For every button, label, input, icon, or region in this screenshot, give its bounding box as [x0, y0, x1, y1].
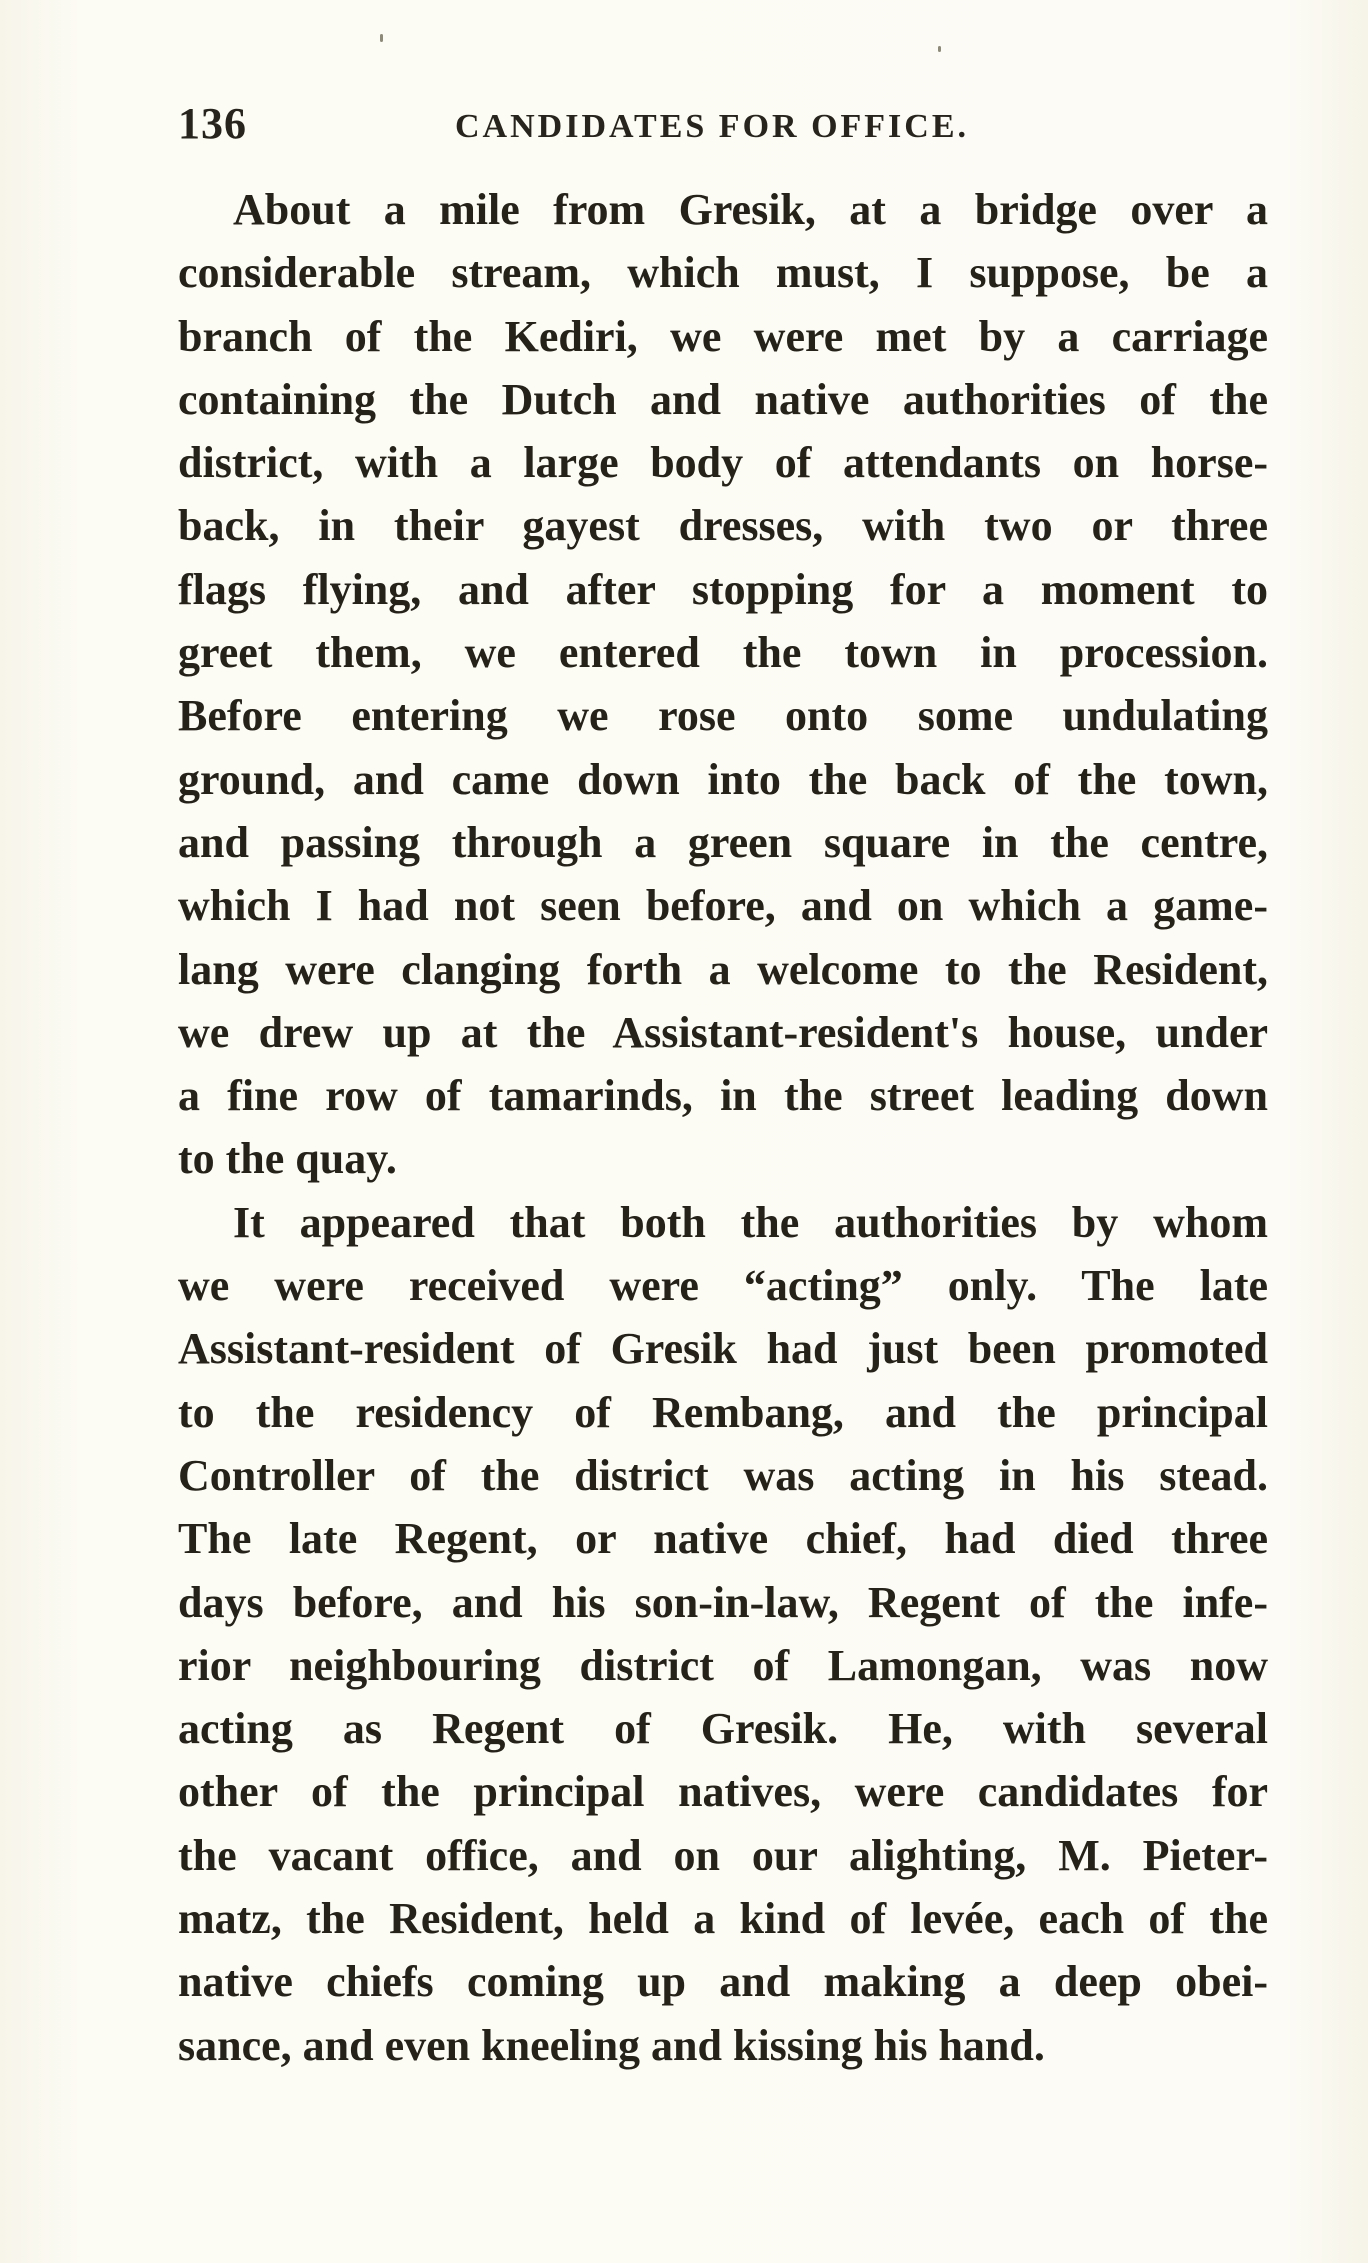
page-number: 136	[178, 99, 247, 148]
text-line: back, in their gayest dresses, with two or three	[178, 501, 1268, 551]
text-line: lang were clanging forth a welcome to the Resident,	[178, 944, 1268, 994]
text-line: we were received were “acting” only. The late	[178, 1261, 1268, 1311]
ink-speck	[380, 34, 383, 42]
text-line: we drew up at the Assistant-resident's house, under	[178, 1007, 1268, 1057]
text-line: ground, and came down into the back of the town,	[178, 754, 1268, 804]
text-line: considerable stream, which must, I suppose, be a	[178, 248, 1268, 298]
text-line: containing the Dutch and native authorities of the	[178, 374, 1268, 424]
text-line: About a mile from Gresik, at a bridge over a	[233, 185, 1268, 234]
text-line: other of the principal natives, were candidates for	[178, 1767, 1268, 1817]
text-line: the vacant office, and on our alighting, M. Pieter-	[178, 1830, 1268, 1880]
text-line: The late Regent, or native chief, had died three	[178, 1514, 1268, 1564]
text-line: and passing through a green square in the centre,	[178, 817, 1268, 867]
text-line: flags flying, and after stopping for a moment to	[178, 564, 1268, 614]
ink-speck	[938, 46, 941, 52]
text-line: a fine row of tamarinds, in the street leading down	[178, 1071, 1268, 1121]
text-line: Controller of the district was acting in his stead.	[178, 1450, 1268, 1500]
text-line: district, with a large body of attendants on horse-	[178, 438, 1268, 488]
text-line: days before, and his son-in-law, Regent of the infe-	[178, 1577, 1268, 1627]
text-line: which I had not seen before, and on which a game-	[178, 881, 1268, 931]
text-line: sance, and even kneeling and kissing his hand.	[178, 2020, 1045, 2070]
running-head: CANDIDATES FOR OFFICE.	[455, 108, 970, 145]
text-line: greet them, we entered the town in procession.	[178, 628, 1268, 678]
text-line: Before entering we rose onto some undulating	[178, 691, 1268, 741]
text-line: matz, the Resident, held a kind of levée, each of the	[178, 1894, 1268, 1944]
text-line: Assistant-resident of Gresik had just been promoted	[178, 1324, 1268, 1374]
text-line: It appeared that both the authorities by whom	[233, 1197, 1268, 1247]
text-line: branch of the Kediri, we were met by a carriage	[178, 311, 1268, 361]
text-line: acting as Regent of Gresik. He, with several	[178, 1704, 1268, 1754]
text-line: to the quay.	[178, 1134, 397, 1184]
text-line: native chiefs coming up and making a deep obei-	[178, 1957, 1268, 2007]
body-text	[178, 178, 1268, 2077]
text-line: to the residency of Rembang, and the principal	[178, 1387, 1268, 1437]
text-line: rior neighbouring district of Lamongan, was now	[178, 1640, 1268, 1690]
